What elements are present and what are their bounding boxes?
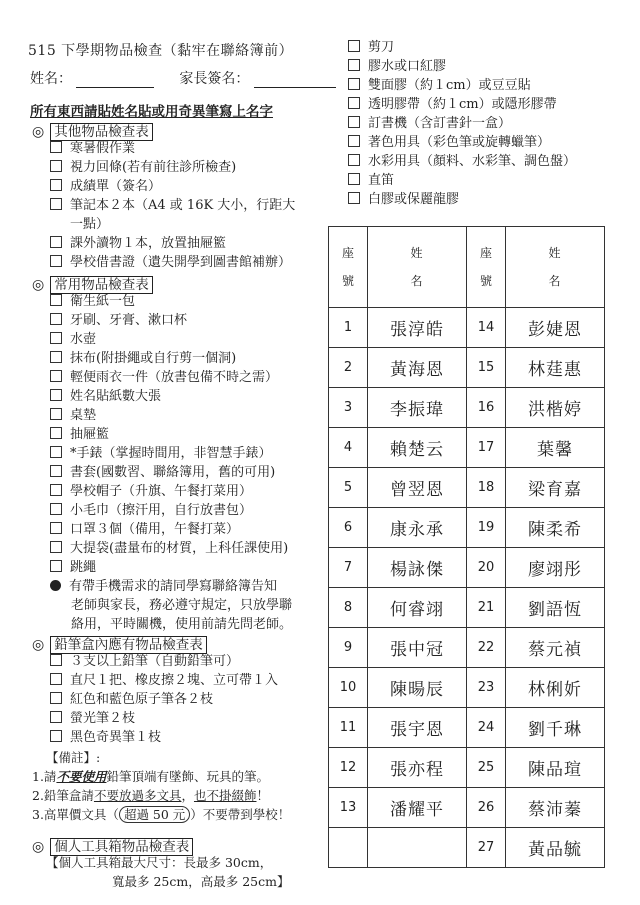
checkbox-icon[interactable]: [348, 135, 360, 147]
student-name: 葉馨: [506, 428, 605, 468]
checklist-item[interactable]: 學校借書證（遺失開學到圖書館補辦）: [50, 253, 295, 272]
student-name: 蔡元禎: [506, 628, 605, 668]
checkbox-icon[interactable]: [50, 236, 62, 248]
student-name: 張中冠: [368, 628, 467, 668]
pencil-case-list: [50, 652, 278, 747]
checkbox-icon[interactable]: [50, 389, 62, 401]
checkbox-icon[interactable]: [348, 154, 360, 166]
student-name: 張亦程: [368, 748, 467, 788]
table-row: [329, 788, 605, 828]
table-row: [329, 548, 605, 588]
toolbox-items-list: [348, 38, 576, 209]
checklist-item[interactable]: 白膠或保麗龍膠: [348, 190, 576, 209]
checklist-item[interactable]: 姓名貼紙數大張: [50, 387, 292, 406]
checkbox-icon[interactable]: [50, 313, 62, 325]
name-header: 姓 名: [368, 227, 467, 308]
student-name: 何睿翊: [368, 588, 467, 628]
table-row: [329, 388, 605, 428]
checkbox-icon[interactable]: [348, 59, 360, 71]
seat-number: 1: [329, 308, 368, 348]
checkbox-icon[interactable]: [50, 692, 62, 704]
name-label-warning: 所有東西請貼姓名貼或用奇異筆寫上名字: [30, 104, 273, 120]
checklist-item[interactable]: 跳繩: [50, 558, 292, 577]
double-circle-icon: ◎: [32, 124, 45, 140]
checklist-item[interactable]: 口罩３個（備用，午餐打菜）: [50, 520, 292, 539]
remarks-label: 【備註】:: [46, 750, 101, 765]
table-row: [329, 308, 605, 348]
seat-number: 3: [329, 388, 368, 428]
toolbox-size-line-1: 【個人工具箱最大尺寸：長最多 30cm，: [46, 855, 273, 870]
student-name: 劉語恆: [506, 588, 605, 628]
seat-number: 21: [467, 588, 506, 628]
checklist-item[interactable]: ３支以上鉛筆（自動鉛筆可）: [50, 652, 278, 671]
student-name: 康永承: [368, 508, 467, 548]
section-title: 其他物品檢查表: [50, 123, 153, 141]
checkbox-icon[interactable]: [50, 408, 62, 420]
checkbox-icon[interactable]: [50, 522, 62, 534]
pencil-case-section-heading: [32, 633, 207, 653]
checklist-item[interactable]: 寒暑假作業: [50, 139, 295, 158]
double-circle-icon: ◎: [32, 839, 45, 855]
double-circle-icon: ◎: [32, 637, 45, 653]
seat-number: 11: [329, 708, 368, 748]
checkbox-icon[interactable]: [348, 192, 360, 204]
seat-number: 17: [467, 428, 506, 468]
checkbox-icon[interactable]: [50, 198, 62, 210]
checklist-item[interactable]: 著色用具（彩色筆或旋轉蠟筆）: [348, 133, 576, 152]
parent-signature-field[interactable]: [254, 73, 336, 88]
student-name: 黃海恩: [368, 348, 467, 388]
student-name: 蔡沛蓁: [506, 788, 605, 828]
student-name: 劉千琳: [506, 708, 605, 748]
student-name: 洪楷婷: [506, 388, 605, 428]
remark-2: 2.鉛筆盒請不要放過多文具，也不掛綴飾！: [32, 788, 269, 803]
student-name: 梁育嘉: [506, 468, 605, 508]
student-name: 賴楚云: [368, 428, 467, 468]
table-row: [329, 428, 605, 468]
seat-number: 10: [329, 668, 368, 708]
checklist-item[interactable]: 直尺１把、橡皮擦２塊、立可帶１入: [50, 671, 278, 690]
seat-number: 20: [467, 548, 506, 588]
page-title: 515 下學期物品檢查（黏牢在聯絡簿前）: [28, 43, 294, 59]
checklist-item[interactable]: 牙刷、牙膏、漱口杯: [50, 311, 292, 330]
checklist-item[interactable]: *手錶（掌握時間用，非智慧手錶）: [50, 444, 292, 463]
seat-number: 7: [329, 548, 368, 588]
checklist-item[interactable]: 成績單（簽名）: [50, 177, 295, 196]
toolbox-size-line-2: 寬最多 25cm，高最多 25cm】: [112, 874, 290, 889]
checkbox-icon[interactable]: [50, 541, 62, 553]
checkbox-icon[interactable]: [50, 465, 62, 477]
checkbox-icon[interactable]: [348, 173, 360, 185]
checklist-item[interactable]: 筆記本２本（A4 或 16K 大小，行距大: [50, 196, 295, 215]
checklist-item[interactable]: 抽屜籃: [50, 425, 292, 444]
checklist-item[interactable]: 視力回條(若有前往診所檢查): [50, 158, 295, 177]
remark-1: 1.請不要使用鉛筆頂端有墜飾、玩具的筆。: [32, 769, 269, 784]
checkbox-icon[interactable]: [50, 654, 62, 666]
seat-header: 座 號: [467, 227, 506, 308]
checklist-item[interactable]: 透明膠帶（約１cm）或隱形膠帶: [348, 95, 576, 114]
student-name: 李振瑋: [368, 388, 467, 428]
seat-number: 15: [467, 348, 506, 388]
checklist-item[interactable]: 雙面膠（約１cm）或豆豆貼: [348, 76, 576, 95]
checkbox-icon[interactable]: [348, 40, 360, 52]
checklist-item[interactable]: 剪刀: [348, 38, 576, 57]
name-signature-row: [30, 68, 336, 88]
phone-note: 有帶手機需求的請同學寫聯絡簿告知: [50, 577, 292, 596]
checkbox-icon[interactable]: [50, 141, 62, 153]
name-label: 姓名：: [30, 71, 72, 87]
checkbox-icon[interactable]: [50, 673, 62, 685]
checklist-item[interactable]: 水彩用具（顏料、水彩筆、調色盤）: [348, 152, 576, 171]
student-name: 林莛惠: [506, 348, 605, 388]
checklist-item[interactable]: 訂書機（含訂書針一盒）: [348, 114, 576, 133]
table-row: [329, 348, 605, 388]
checklist-item-continuation: 一點）: [70, 217, 110, 232]
bullet-dot-icon: [50, 580, 61, 591]
section-title: 個人工具箱物品檢查表: [50, 838, 193, 856]
checklist-item[interactable]: 書套(國數習、聯絡簿用，舊的可用): [50, 463, 292, 482]
section-title: 鉛筆盒內應有物品檢查表: [50, 636, 207, 654]
seat-number: 22: [467, 628, 506, 668]
seat-number: 19: [467, 508, 506, 548]
checkbox-icon[interactable]: [50, 503, 62, 515]
section-title: 常用物品檢查表: [50, 276, 153, 294]
checkbox-icon[interactable]: [50, 427, 62, 439]
checklist-item[interactable]: 小毛巾（擦汗用，自行放書包）: [50, 501, 292, 520]
checklist-item[interactable]: 桌墊: [50, 406, 292, 425]
table-row: [329, 628, 605, 668]
seat-number: 5: [329, 468, 368, 508]
checkbox-icon[interactable]: [348, 116, 360, 128]
checkbox-icon[interactable]: [50, 179, 62, 191]
seat-number: 26: [467, 788, 506, 828]
student-name: 張淳皓: [368, 308, 467, 348]
checkbox-icon[interactable]: [50, 370, 62, 382]
student-name: 林俐妡: [506, 668, 605, 708]
seat-number: 27: [467, 828, 506, 868]
checkbox-icon[interactable]: [348, 78, 360, 90]
student-name: 陳柔希: [506, 508, 605, 548]
checklist-item[interactable]: 輕便雨衣一件（放書包備不時之需）: [50, 368, 292, 387]
checklist-item[interactable]: 課外讀物１本，放置抽屜籃: [50, 234, 295, 253]
other-items-section-heading: [32, 120, 153, 140]
seat-number: 2: [329, 348, 368, 388]
table-row: [329, 708, 605, 748]
common-items-list: [50, 292, 292, 634]
parent-signature-label: 家長簽名：: [179, 71, 250, 87]
seat-number: 12: [329, 748, 368, 788]
checkbox-icon[interactable]: [50, 560, 62, 572]
checkbox-icon[interactable]: [50, 730, 62, 742]
checkbox-icon[interactable]: [50, 294, 62, 306]
checklist-item[interactable]: 衛生紙一包: [50, 292, 292, 311]
student-name: 陳品瑄: [506, 748, 605, 788]
student-name: 陳暘辰: [368, 668, 467, 708]
checkbox-icon[interactable]: [50, 711, 62, 723]
table-row: [329, 748, 605, 788]
student-name: 彭婕恩: [506, 308, 605, 348]
seat-number: 6: [329, 508, 368, 548]
checkbox-icon[interactable]: [50, 160, 62, 172]
checklist-item[interactable]: 學校帽子（升旗、午餐打菜用）: [50, 482, 292, 501]
name-field[interactable]: [76, 73, 154, 88]
student-name: 曾翌恩: [368, 468, 467, 508]
seat-number: 16: [467, 388, 506, 428]
student-name: 楊詠傑: [368, 548, 467, 588]
double-circle-icon: ◎: [32, 277, 45, 293]
checklist-item[interactable]: 抹布(附掛繩或自行剪一個洞): [50, 349, 292, 368]
checklist-item[interactable]: 水壺: [50, 330, 292, 349]
checkbox-icon[interactable]: [50, 484, 62, 496]
checkbox-icon[interactable]: [348, 97, 360, 109]
table-row: [329, 588, 605, 628]
checkbox-icon[interactable]: [50, 332, 62, 344]
checkbox-icon[interactable]: [50, 446, 62, 458]
table-row: [329, 508, 605, 548]
table-row: [329, 668, 605, 708]
table-row: [329, 468, 605, 508]
toolbox-section-heading: [32, 835, 193, 855]
checklist-item[interactable]: 大提袋(盡量布的材質，上科任課使用): [50, 539, 292, 558]
student-name: 黃品毓: [506, 828, 605, 868]
checklist-item[interactable]: 紅色和藍色原子筆各２枝: [50, 690, 278, 709]
checklist-item[interactable]: 螢光筆２枝: [50, 709, 278, 728]
seat-number-table: [328, 226, 605, 868]
checkbox-icon[interactable]: [50, 255, 62, 267]
student-name: 廖翊彤: [506, 548, 605, 588]
other-items-list: [50, 139, 295, 272]
seat-number: 23: [467, 668, 506, 708]
seat-number: 14: [467, 308, 506, 348]
seat-header: 座 號: [329, 227, 368, 308]
seat-number: 25: [467, 748, 506, 788]
table-header-row: [329, 227, 605, 308]
phone-note-line: 絡用，平時關機，使用前請先問老師。: [71, 617, 293, 632]
checklist-item[interactable]: 膠水或口紅膠: [348, 57, 576, 76]
seat-number: 18: [467, 468, 506, 508]
remark-3: 3.高單價文具（ 超過 50 元 ）不要帶到學校！: [32, 807, 291, 822]
common-items-section-heading: [32, 273, 153, 293]
name-header: 姓 名: [506, 227, 605, 308]
student-name: 張宇恩: [368, 708, 467, 748]
seat-number: 8: [329, 588, 368, 628]
phone-note-line: 老師與家長，務必遵守規定，只放學聯: [71, 598, 293, 613]
checklist-item[interactable]: 直笛: [348, 171, 576, 190]
checklist-item[interactable]: 黑色奇異筆１枝: [50, 728, 278, 747]
seat-number: [329, 828, 368, 868]
seat-number: 4: [329, 428, 368, 468]
student-name: [368, 828, 467, 868]
seat-number: 9: [329, 628, 368, 668]
seat-number: 24: [467, 708, 506, 748]
checkbox-icon[interactable]: [50, 351, 62, 363]
student-name: 潘耀平: [368, 788, 467, 828]
table-row: [329, 828, 605, 868]
seat-number: 13: [329, 788, 368, 828]
